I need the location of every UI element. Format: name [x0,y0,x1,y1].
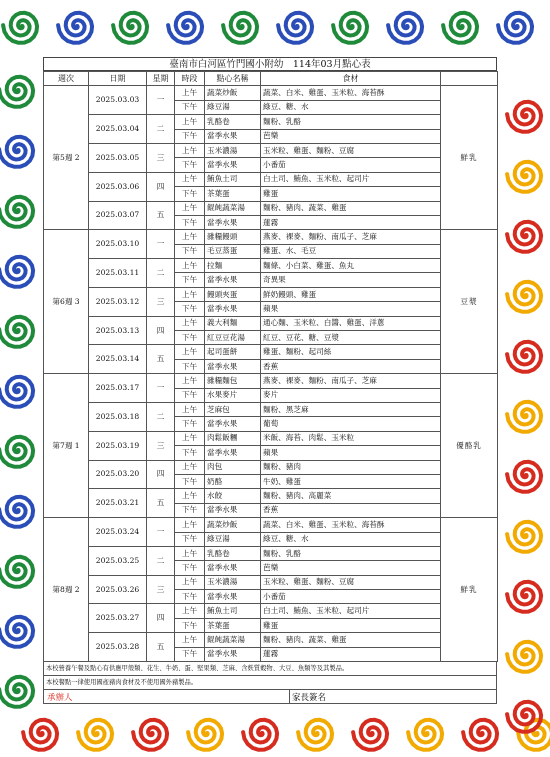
period-cell: 上午 [175,115,205,129]
ingredients-cell: 麥片 [261,388,441,402]
snack-name-cell: 綠豆湯 [205,532,261,546]
spiral-decoration [507,402,541,432]
ingredients-cell: 麵粉、豬肉、高麗菜 [261,489,441,503]
spiral-decoration [133,720,167,750]
snack-name-cell: 鮪魚土司 [205,604,261,618]
date-cell: 2025.03.12 [89,287,147,316]
spiral-decoration [3,13,37,43]
spiral-decoration [0,617,33,647]
spiral-decoration [388,13,422,43]
weekday-cell: 二 [147,402,175,431]
snack-name-cell: 茶葉蛋 [205,618,261,632]
snack-name-cell: 蔬菜炒飯 [205,518,261,532]
period-cell: 上午 [175,316,205,330]
week-label: 第7週 1 [44,374,89,518]
date-cell: 2025.03.25 [89,546,147,575]
weekday-cell: 三 [147,287,175,316]
ingredients-cell: 燕麥、裸麥、麵粉、南瓜子、芝麻 [261,374,441,388]
spiral-decoration [168,13,202,43]
period-cell: 下午 [175,388,205,402]
ingredients-cell: 綠豆、糖、水 [261,532,441,546]
spiral-decoration [78,720,112,750]
period-cell: 下午 [175,532,205,546]
date-cell: 2025.03.03 [89,86,147,115]
drink-label: 優酪乳 [441,374,498,518]
weekday-cell: 二 [147,115,175,144]
spiral-decoration [333,13,367,43]
header-snack-name: 點心名稱 [205,72,261,86]
table-row [44,518,498,532]
spiral-decoration [507,282,541,312]
ingredients-cell: 綠豆、糖、水 [261,100,441,114]
snack-name-cell: 義大利麵 [205,316,261,330]
snack-name-cell: 當季水果 [205,417,261,431]
weekday-cell: 三 [147,431,175,460]
header-weekday: 星期 [147,72,175,86]
period-cell: 上午 [175,604,205,618]
ingredients-cell: 小番茄 [261,590,441,604]
snack-menu-table [43,71,498,662]
ingredients-cell: 蓮霧 [261,215,441,229]
ingredients-cell: 葡萄 [261,417,441,431]
ingredients-cell: 香蕉 [261,503,441,517]
table-row [44,604,498,618]
spiral-decoration [507,342,541,372]
snack-name-cell: 當季水果 [205,446,261,460]
snack-name-cell: 奶酪 [205,474,261,488]
table-row [44,287,498,301]
sign-divider [289,690,290,703]
weekday-cell: 一 [147,230,175,259]
snack-name-cell: 乳酪卷 [205,546,261,560]
snack-name-cell: 紅豆豆花湯 [205,331,261,345]
ingredients-cell: 蓮霧 [261,647,441,661]
snack-name-cell: 當季水果 [205,647,261,661]
date-cell: 2025.03.18 [89,402,147,431]
ingredients-cell: 麵粉、豬肉 [261,460,441,474]
period-cell: 下午 [175,618,205,632]
snack-name-cell: 當季水果 [205,273,261,287]
signature-row [43,689,497,704]
snack-name-cell: 乳酪卷 [205,115,261,129]
period-cell: 下午 [175,215,205,229]
table-row [44,172,498,186]
spiral-decoration [243,720,277,750]
spiral-decoration [0,257,33,287]
snack-name-cell: 芝麻包 [205,402,261,416]
ingredients-cell: 米飯、海苔、肉鬆、玉米粒 [261,431,441,445]
table-row [44,86,498,100]
period-cell: 上午 [175,230,205,244]
snack-name-cell: 饅頭夾蛋 [205,287,261,301]
date-cell: 2025.03.17 [89,374,147,403]
allergen-note: 本校營養午餐及點心有供應甲殼類、花生、牛奶、蛋、堅果類、芝麻、含麩質穀物、大豆、魚類等及其製品。 [43,661,497,676]
snack-name-cell: 雜糧麵包 [205,374,261,388]
period-cell: 下午 [175,187,205,201]
period-cell: 上午 [175,633,205,647]
ingredients-cell: 麵粉、豬肉、蔬菜、雞蛋 [261,201,441,215]
period-cell: 上午 [175,489,205,503]
date-cell: 2025.03.28 [89,633,147,662]
period-cell: 上午 [175,431,205,445]
header-week: 週次 [44,72,89,86]
table-row [44,546,498,560]
ingredients-cell: 燕麥、裸麥、麵粉、南瓜子、芝麻 [261,230,441,244]
spiral-decoration [0,677,33,707]
date-cell: 2025.03.14 [89,345,147,374]
snack-name-cell: 餛飩蔬菜湯 [205,201,261,215]
snack-name-cell: 蔬菜炒飯 [205,86,261,100]
table-row [44,489,498,503]
period-cell: 上午 [175,172,205,186]
spiral-decoration [278,13,312,43]
spiral-decoration [0,317,33,347]
date-cell: 2025.03.20 [89,460,147,489]
snack-name-cell: 綠豆湯 [205,100,261,114]
sign-handler-label: 承辦人 [47,693,73,703]
spiral-decoration [23,720,57,750]
ingredients-cell: 麵粉、豬肉、蔬菜、雞蛋 [261,633,441,647]
header-ingredients: 食材 [261,72,441,86]
ingredients-cell: 雞蛋、麵粉、起司絲 [261,345,441,359]
spiral-decoration [443,13,477,43]
ingredients-cell: 麵粉、黑芝麻 [261,402,441,416]
spiral-decoration [0,437,33,467]
date-cell: 2025.03.19 [89,431,147,460]
date-cell: 2025.03.21 [89,489,147,518]
spiral-decoration [0,557,33,587]
date-cell: 2025.03.13 [89,316,147,345]
period-cell: 下午 [175,561,205,575]
weekday-cell: 一 [147,374,175,403]
ingredients-cell: 麵條、小白菜、雞蛋、魚丸 [261,259,441,273]
table-row [44,374,498,388]
snack-name-cell: 雜糧饅頭 [205,230,261,244]
ingredients-cell: 蘋果 [261,302,441,316]
weekday-cell: 三 [147,143,175,172]
ingredients-cell: 麵粉、乳酪 [261,546,441,560]
period-cell: 下午 [175,590,205,604]
spiral-decoration [0,197,33,227]
spiral-decoration [507,102,541,132]
ingredients-cell: 雞蛋、水、毛豆 [261,244,441,258]
period-cell: 上午 [175,518,205,532]
drink-label: 鮮乳 [441,86,498,230]
weekday-cell: 五 [147,633,175,662]
weekday-cell: 一 [147,86,175,115]
ingredients-cell: 小番茄 [261,158,441,172]
period-cell: 下午 [175,100,205,114]
weekday-cell: 五 [147,345,175,374]
drink-label: 豆漿 [441,230,498,374]
spiral-decoration [507,702,541,732]
spiral-decoration [113,13,147,43]
table-row [44,143,498,157]
period-cell: 下午 [175,446,205,460]
table-row [44,316,498,330]
ingredients-cell: 香蕉 [261,359,441,373]
period-cell: 下午 [175,503,205,517]
period-cell: 上午 [175,86,205,100]
ingredients-cell: 奇異果 [261,273,441,287]
spiral-decoration [188,720,222,750]
week-label: 第6週 3 [44,230,89,374]
period-cell: 上午 [175,345,205,359]
snack-name-cell: 當季水果 [205,302,261,316]
snack-name-cell: 當季水果 [205,590,261,604]
header-period: 時段 [175,72,205,86]
week-label: 第5週 2 [44,86,89,230]
menu-sheet [43,57,497,704]
snack-name-cell: 玉米濃湯 [205,143,261,157]
period-cell: 下午 [175,647,205,661]
spiral-decoration [498,13,532,43]
weekday-cell: 二 [147,546,175,575]
snack-name-cell: 起司蛋餅 [205,345,261,359]
date-cell: 2025.03.24 [89,518,147,547]
period-cell: 上午 [175,201,205,215]
table-row [44,575,498,589]
date-cell: 2025.03.10 [89,230,147,259]
date-cell: 2025.03.27 [89,604,147,633]
date-cell: 2025.03.05 [89,143,147,172]
table-row [44,633,498,647]
snack-name-cell: 當季水果 [205,129,261,143]
spiral-decoration [507,642,541,672]
weekday-cell: 五 [147,201,175,230]
snack-name-cell: 水餃 [205,489,261,503]
weekday-cell: 五 [147,489,175,518]
period-cell: 下午 [175,244,205,258]
weekday-cell: 二 [147,259,175,288]
spiral-decoration [58,13,92,43]
spiral-decoration [0,377,33,407]
period-cell: 上午 [175,143,205,157]
table-row [44,259,498,273]
spiral-decoration [353,720,387,750]
ingredients-cell: 白土司、鮪魚、玉米粒、起司片 [261,172,441,186]
header-drink [441,72,498,86]
table-row [44,345,498,359]
period-cell: 下午 [175,417,205,431]
sign-parent-label: 家長簽名 [292,693,327,703]
snack-name-cell: 毛豆蒸蛋 [205,244,261,258]
table-row [44,230,498,244]
table-row [44,201,498,215]
snack-name-cell: 肉鬆飯糰 [205,431,261,445]
snack-name-cell: 當季水果 [205,215,261,229]
period-cell: 上午 [175,374,205,388]
period-cell: 上午 [175,402,205,416]
drink-label: 鮮乳 [441,518,498,662]
period-cell: 上午 [175,575,205,589]
spiral-decoration [0,77,33,107]
period-cell: 下午 [175,273,205,287]
page-title: 臺南市白河區竹門國小附幼 114年03月點心表 [43,57,497,71]
ingredients-cell: 芭樂 [261,129,441,143]
period-cell: 上午 [175,546,205,560]
period-cell: 下午 [175,158,205,172]
date-cell: 2025.03.04 [89,115,147,144]
ingredients-cell: 雞蛋 [261,618,441,632]
period-cell: 下午 [175,331,205,345]
ingredients-cell: 鮮奶饅頭、雞蛋 [261,287,441,301]
snack-name-cell: 當季水果 [205,561,261,575]
table-header-row [44,72,498,86]
date-cell: 2025.03.07 [89,201,147,230]
weekday-cell: 四 [147,172,175,201]
snack-name-cell: 水果麥片 [205,388,261,402]
ingredients-cell: 紅豆、豆花、糖、豆漿 [261,331,441,345]
period-cell: 上午 [175,287,205,301]
spiral-decoration [507,462,541,492]
date-cell: 2025.03.26 [89,575,147,604]
ingredients-cell: 蔬菜、白米、雞蛋、玉米粒、海苔酥 [261,518,441,532]
spiral-decoration [298,720,332,750]
date-cell: 2025.03.11 [89,259,147,288]
weekday-cell: 四 [147,460,175,489]
weekday-cell: 一 [147,518,175,547]
date-cell: 2025.03.06 [89,172,147,201]
period-cell: 上午 [175,460,205,474]
snack-name-cell: 餛飩蔬菜湯 [205,633,261,647]
week-label: 第8週 2 [44,518,89,662]
ingredients-cell: 蘋果 [261,446,441,460]
ingredients-cell: 玉米粒、雞蛋、麵粉、豆腐 [261,575,441,589]
snack-name-cell: 當季水果 [205,158,261,172]
ingredients-cell: 白土司、鮪魚、玉米粒、起司片 [261,604,441,618]
table-row [44,402,498,416]
spiral-decoration [507,162,541,192]
snack-name-cell: 肉包 [205,460,261,474]
spiral-decoration [223,13,257,43]
weekday-cell: 四 [147,316,175,345]
ingredients-cell: 牛奶、雞蛋 [261,474,441,488]
weekday-cell: 三 [147,575,175,604]
snack-name-cell: 拉麵 [205,259,261,273]
ingredients-cell: 蔬菜、白米、雞蛋、玉米粒、海苔酥 [261,86,441,100]
snack-name-cell: 玉米濃湯 [205,575,261,589]
ingredients-cell: 麵粉、乳酪 [261,115,441,129]
header-date: 日期 [89,72,147,86]
spiral-decoration [463,720,497,750]
spiral-decoration [507,522,541,552]
spiral-decoration [507,582,541,612]
spiral-decoration [507,222,541,252]
ingredients-cell: 玉米粒、雞蛋、麵粉、豆腐 [261,143,441,157]
spiral-decoration [0,497,33,527]
period-cell: 下午 [175,302,205,316]
period-cell: 下午 [175,474,205,488]
weekday-cell: 四 [147,604,175,633]
ingredients-cell: 芭樂 [261,561,441,575]
period-cell: 上午 [175,259,205,273]
table-row [44,460,498,474]
snack-name-cell: 當季水果 [205,359,261,373]
snack-name-cell: 鮪魚土司 [205,172,261,186]
pork-note: 本校餐點一律使用國產豬肉食材及不使用國外豬製品。 [43,675,497,690]
table-row [44,115,498,129]
period-cell: 下午 [175,129,205,143]
snack-name-cell: 當季水果 [205,503,261,517]
table-row [44,431,498,445]
period-cell: 下午 [175,359,205,373]
ingredients-cell: 通心麵、玉米粒、白醬、雞蛋、洋蔥 [261,316,441,330]
ingredients-cell: 雞蛋 [261,187,441,201]
spiral-decoration [408,720,442,750]
spiral-decoration [0,137,33,167]
snack-name-cell: 茶葉蛋 [205,187,261,201]
